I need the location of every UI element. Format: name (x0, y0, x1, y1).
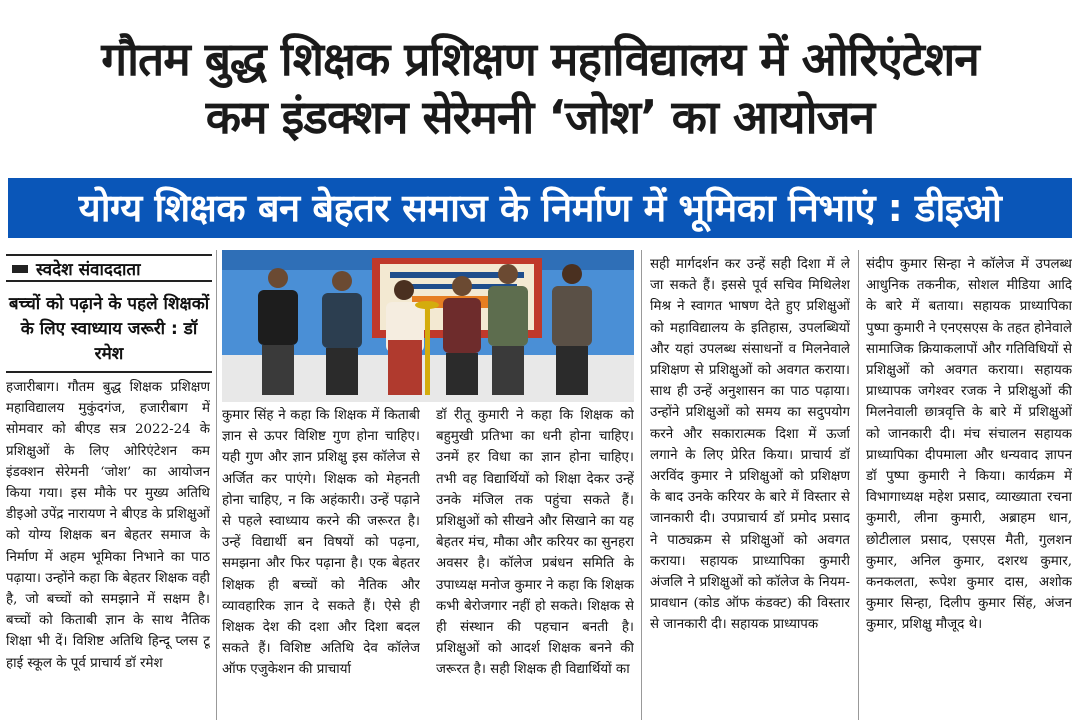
headline (0, 30, 1080, 146)
sub-article-heading: बच्चों को पढ़ाने के पहले शिक्षकों के लिए स्वाध्याय जरूरी : डॉ रमेश (6, 292, 212, 373)
headline-line-1: गौतम बुद्ध शिक्षक प्रशिक्षण महाविद्यालय में ओरिएंटेशन (101, 32, 979, 86)
column-1-text: हजारीबाग। गौतम बुद्ध शिक्षक प्रशिक्षण महाविद्यालय मुकुंदगंज, हजारीबाग में सोमवार को बीएड सत्र 2022-24 के प्रशिक्षुओं के लिए ओरिएंटेशन कम इंडक्शन सेरेमनी ‘जोश’ का आयोजन किया गया। इस मौके पर मुख्य अतिथि डीइओ उपेंद्र नारायण ने बीएड के प्रशिक्षुओं को योग्य शिक्षक बन बेहतर समाज के निर्माण में अहम भूमिका निभाने का पाठ पढ़ाया। उन्होंने कहा कि बेहतर शिक्षक वही है, जो बच्चों को समझाने में सक्षम है। बच्चों को किताबी ज्ञान के साथ नैतिक शिक्षा भी दें। विशिष्ट अतिथि हिन्दू प्लस टू हाई स्कूल के पूर्व प्राचार्य डॉ रमेश (6, 380, 210, 671)
article-column-3 (436, 405, 634, 720)
sub-headline-banner: योग्य शिक्षक बन बेहतर समाज के निर्माण में भूमिका निभाएं : डीइओ (8, 178, 1072, 238)
column-3-text: डॉ रीतू कुमारी ने कहा कि शिक्षक को बहुमुखी प्रतिभा का धनी होना चाहिए। उनमें हर विधा का ज्ञान होना चाहिए। तभी वह विद्यार्थियों को शिक्षा देकर उन्हें उनके मंजिल तक पहुंचा सकते हैं। प्रशिक्षुओं को सीखने और सिखाने का यह बेहतर मंच, मौका और करियर का सुनहरा अवसर है। कॉलेज प्रबंधन समिति के उपाध्यक्ष मनोज कुमार ने कहा कि शिक्षक कभी बेरोजगार नहीं हो सकते। शिक्षक से ही संस्थान की पहचान बनती है। प्रशिक्षुओं को आदर्श शिक्षक बनने की जरूरत है। सही शिक्षक ही विद्यार्थियों का (436, 408, 634, 678)
column-4-text: सही मार्गदर्शन कर उन्हें सही दिशा में ले जा सकते हैं। इससे पूर्व सचिव मिथिलेश मिश्र ने स्वागत भाषण देते हुए प्रशिक्षुओं को महाविद्यालय के इतिहास, उपलब्धियों और यहां उपलब्ध संसाधनों व मिलनेवाले प्रशिक्षण से प्रशिक्षुओं को अवगत कराया। साथ ही उन्हें अनुशासन का पाठ पढ़ाया। उन्होंने प्रशिक्षुओं को समय का सदुपयोग करने और सकारात्मक दिशा में ऊर्जा लगाने के लिए प्रेरित किया। प्राचार्य डॉ अरविंद कुमार ने प्रशिक्षुओं को प्रशिक्षण के बाद उनके करियर के बारे में विस्तार से जानकारी दी। उपप्राचार्य डॉ प्रमोद प्रसाद ने पाठ्यक्रम से प्रशिक्षुओं को अवगत कराया। सहायक प्राध्यापिका कुमारी अंजलि ने प्रशिक्षुओं को कॉलेज के नियम-प्रावधान (कोड ऑफ कंडक्ट) की विस्तार से जानकारी दी। सहायक प्राध्यापक (650, 257, 850, 633)
article-column-1 (6, 377, 210, 722)
event-photo-image (222, 250, 634, 402)
event-photo (222, 250, 634, 402)
column-5-text: संदीप कुमार सिन्हा ने कॉलेज में उपलब्ध आधुनिक तकनीक, सोशल मीडिया आदि के बारे में बताया। सहायक प्राध्यापिका पुष्पा कुमारी ने एनएसएस के तहत होनेवाले सामाजिक क्रियाकलापों और गतिविधियों से प्रशिक्षुओं को अवगत कराया। सहायक प्राध्यापक जगेश्वर रजक ने प्रशिक्षुओं की मिलनेवाली छात्रवृत्ति के बारे में प्रशिक्षुओं को जानकारी दी। मंच संचालन सहायक प्राध्यापिका दीपमाला और धन्यवाद ज्ञापन डॉ पुष्पा कुमारी ने किया। कार्यक्रम में विभागाध्यक्ष महेश प्रसाद, व्याख्याता रचना कुमारी, लीना कुमारी, अब्राहम धान, छोटीलाल प्रसाद, एसएस मैती, गुलशन कुमार, अनिल कुमार, दशरथ कुमार, कनकलता, रूपेश कुमार दास, अशोक कुमार सिन्हा, दिलीप कुमार सिंह, अंजन कुमार, प्रशिक्षु मौजूद थे। (866, 257, 1072, 633)
article-column-2 (222, 405, 420, 720)
column-2-text: कुमार सिंह ने कहा कि शिक्षक में किताबी ज्ञान से ऊपर विशिष्ट गुण होना चाहिए। यही गुण और ज्ञान प्रशिक्षु इस कॉलेज से अर्जित कर पाएंगे। शिक्षक को मेहनती होना चाहिए, न कि अहंकारी। उन्हें पढ़ाने से पहले स्वाध्याय करने की जरूरत है। उन्हें विद्यार्थी बन विषयों को पढ़ना, समझना और फिर पढ़ाना है। एक बेहतर शिक्षक ही बच्चों को नैतिक और व्यावहारिक ज्ञान दे सकते हैं। ऐसे ही शिक्षक देश की दशा और दिशा बदल सकते हैं। विशिष्ट अतिथि देव कॉलेज ऑफ एजुकेशन की प्राचार्या (222, 408, 420, 678)
byline: स्वदेश संवाददाता (6, 254, 212, 282)
article-column-5 (866, 254, 1072, 720)
headline-line-2: कम इंडक्शन सेरेमनी ‘जोश’ का आयोजन (205, 90, 875, 144)
article-column-4 (650, 254, 850, 720)
